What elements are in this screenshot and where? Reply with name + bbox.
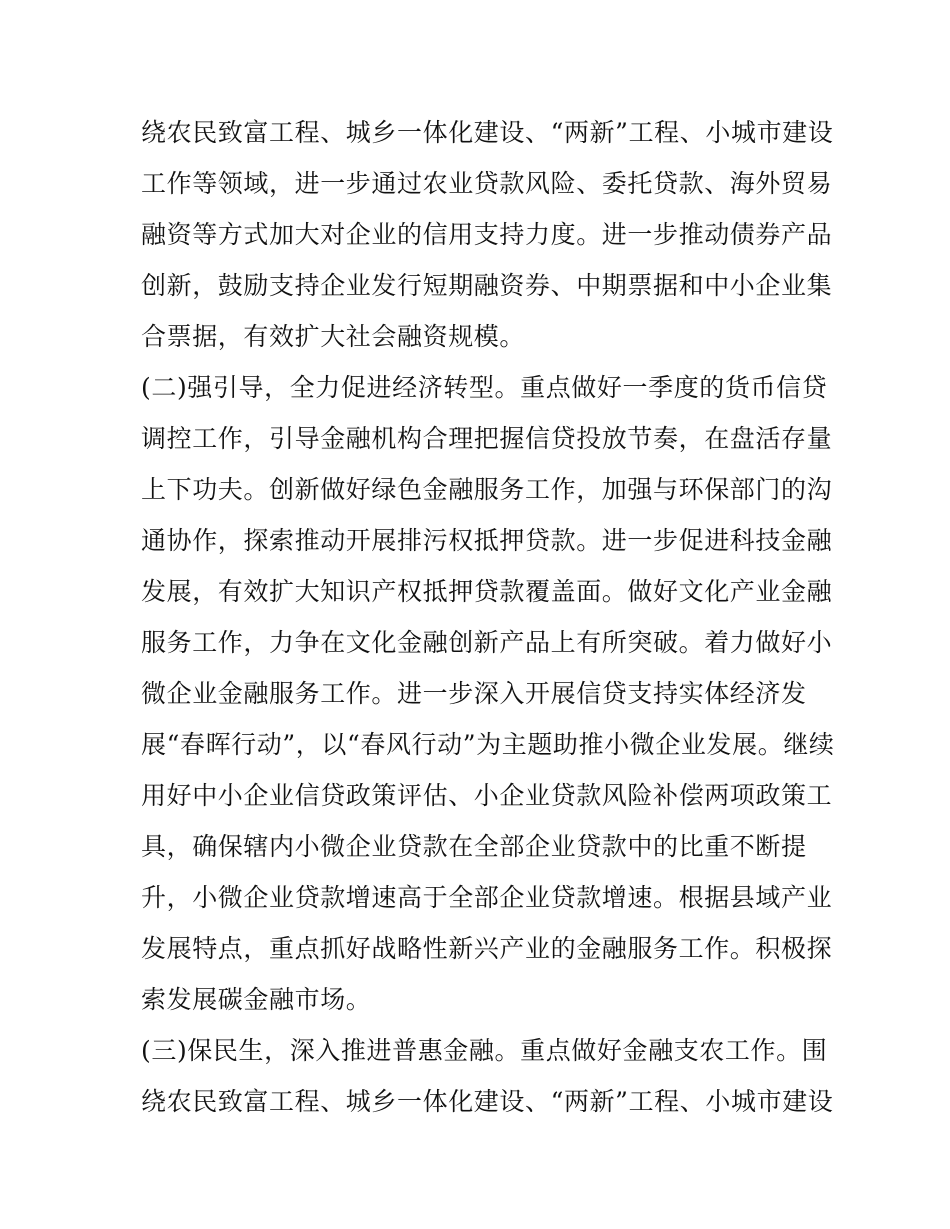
text-line-15: 具，确保辖内小微企业贷款在全部企业贷款中的比重不断提	[141, 832, 807, 861]
text-line-7: 调控工作，引导金融机构合理把握信贷投放节奏，在盘活存量	[141, 424, 833, 453]
text-line-9: 通协作，探索推动开展排污权抵押贷款。进一步促进科技金融	[141, 526, 833, 555]
text-line-3: 融资等方式加大对企业的信用支持力度。进一步推动债券产品	[141, 220, 833, 249]
text-line-20: 绕农民致富工程、城乡一体化建设、“两新”工程、小城市建设	[141, 1087, 834, 1116]
text-line-13: 展“春晖行动”，以“春风行动”为主题助推小微企业发展。继续	[141, 730, 835, 759]
text-line-8: 上下功夫。创新做好绿色金融服务工作，加强与环保部门的沟	[141, 475, 833, 504]
text-line-18: 索发展碳金融市场。	[141, 985, 372, 1014]
text-line-11: 服务工作，力争在文化金融创新产品上有所突破。着力做好小	[141, 628, 833, 657]
text-line-6: (二)强引导，全力促进经济转型。重点做好一季度的货币信贷	[141, 373, 828, 402]
text-line-12: 微企业金融服务工作。进一步深入开展信贷支持实体经济发	[141, 679, 807, 708]
text-line-10: 发展，有效扩大知识产权抵押贷款覆盖面。做好文化产业金融	[141, 577, 833, 606]
text-line-19: (三)保民生，深入推进普惠金融。重点做好金融支农工作。围	[141, 1036, 828, 1065]
text-line-5: 合票据，有效扩大社会融资规模。	[141, 322, 526, 351]
text-line-17: 发展特点，重点抓好战略性新兴产业的金融服务工作。积极探	[141, 934, 833, 963]
text-line-2: 工作等领域，进一步通过农业贷款风险、委托贷款、海外贸易	[141, 169, 833, 198]
text-line-16: 升，小微企业贷款增速高于全部企业贷款增速。根据县域产业	[141, 883, 833, 912]
body-text	[141, 107, 835, 1127]
text-line-1: 绕农民致富工程、城乡一体化建设、“两新”工程、小城市建设	[141, 118, 834, 147]
text-line-14: 用好中小企业信贷政策评估、小企业贷款风险补偿两项政策工	[141, 781, 833, 810]
text-line-4: 创新，鼓励支持企业发行短期融资券、中期票据和中小企业集	[141, 271, 833, 300]
